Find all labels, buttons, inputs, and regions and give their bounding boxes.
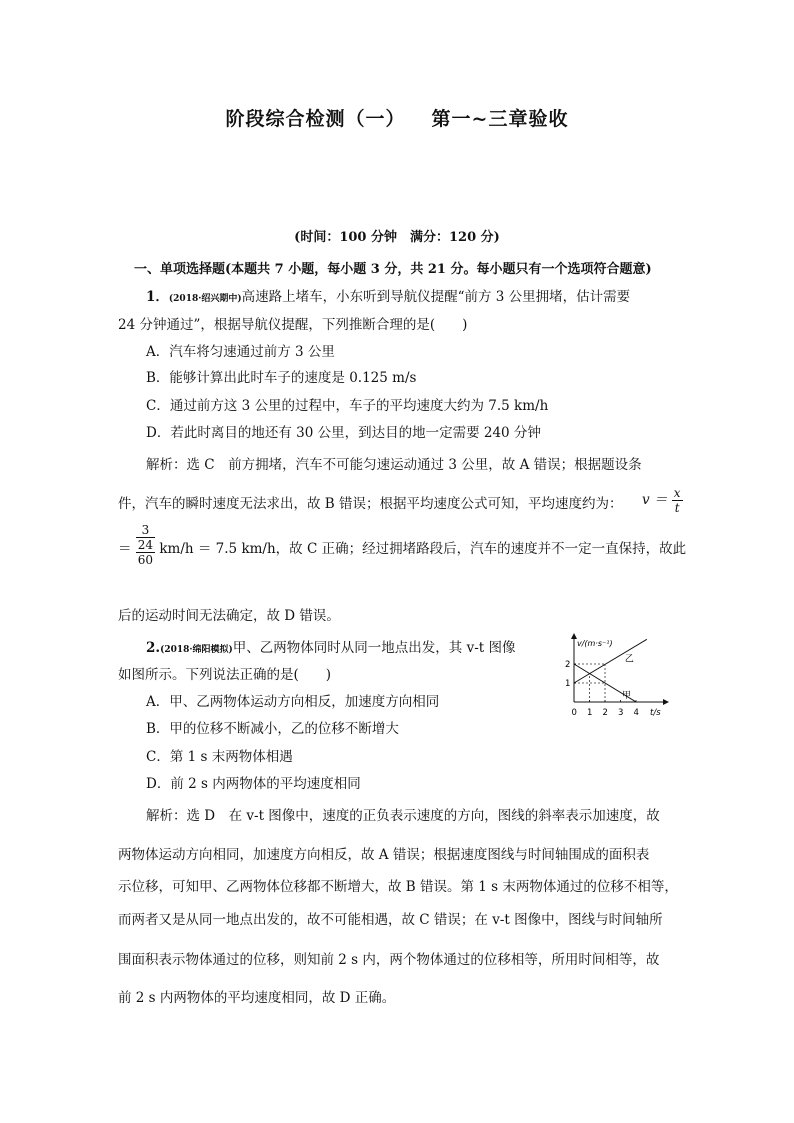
q1-option-a: A．汽车将匀速通过前方 3 公里 bbox=[146, 344, 335, 360]
chart-xtick-label-2: 2 bbox=[602, 708, 608, 718]
q1-source: (2018·绍兴期中) bbox=[168, 294, 242, 304]
q1-stem-line1 bbox=[146, 285, 630, 305]
q1-stem-line2: 24 分钟通过”，根据导航仪提醒，下列推断合理的是( ) bbox=[118, 317, 468, 333]
frac-t: t bbox=[674, 501, 680, 515]
q1-fraction-x-over-t bbox=[672, 486, 683, 515]
q1-analysis-line1: 解析：选 C 前方拥堵，汽车不可能匀速运动通过 3 公里，故 A 错误；根据题设条 bbox=[146, 457, 642, 473]
q2-option-d: D．前 2 s 内两物体的平均速度相同 bbox=[146, 776, 361, 792]
q1-analysis-l3-text: km/h ＝ 7.5 km/h，故 C 正确；经过拥堵路段后，汽车的速度并不一定一直保持，故此 bbox=[159, 541, 687, 557]
chart-xtick-label-0: 0 bbox=[571, 708, 577, 718]
frac-x: x bbox=[673, 486, 681, 500]
q2-analysis-line3: 示位移，可知甲、乙两物体位移都不断增大，故 B 错误。第 1 s 末两物体通过的位移不相等， bbox=[118, 879, 678, 895]
chart-series-label-0: 甲 bbox=[622, 691, 632, 701]
q1-analysis-line4: 后的运动时间无法确定，故 D 错误。 bbox=[118, 608, 340, 624]
q2-stem-a: 甲、乙两物体同时从同一地点出发，其 v-t 图像 bbox=[232, 640, 516, 656]
q1-option-d: D．若此时离目的地还有 30 公里，到达目的地一定需要 240 分钟 bbox=[146, 425, 541, 441]
q2-option-c: C．第 1 s 末两物体相遇 bbox=[146, 749, 293, 765]
q1-option-c: C．通过前方这 3 公里的过程中，车子的平均速度大约为 7.5 km/h bbox=[146, 398, 549, 414]
frac-60: 60 bbox=[137, 553, 154, 567]
q2-option-a: A．甲、乙两物体运动方向相反，加速度方向相同 bbox=[146, 694, 440, 710]
title-sub: 第一~三章验收 bbox=[431, 108, 569, 130]
q2-stem-line1 bbox=[146, 636, 516, 656]
chart-xtick-label-3: 3 bbox=[618, 708, 624, 718]
q1-fraction-3-24-60 bbox=[136, 523, 155, 567]
section-heading: 一、单项选择题(本题共 7 小题，每小题 3 分，共 21 分。每小题只有一个选项符合题意) bbox=[134, 262, 652, 277]
q2-option-b: B．甲的位移不断减小，乙的位移不断增大 bbox=[146, 721, 399, 737]
frac-24: 24 bbox=[137, 538, 154, 552]
chart-xtick-label-4: 4 bbox=[633, 708, 639, 718]
frac-3: 3 bbox=[136, 523, 155, 538]
q2-analysis-line1: 解析：选 D 在 v-t 图像中，速度的正负表示速度的方向，图线的斜率表示加速度，故 bbox=[146, 808, 660, 824]
q1-analysis-line2: 件，汽车的瞬时速度无法求出，故 B 错误；根据平均速度公式可知，平均速度约为： bbox=[118, 496, 623, 512]
q1-number: 1． bbox=[146, 289, 169, 305]
q2-number: 2. bbox=[146, 640, 161, 656]
vt-chart bbox=[558, 628, 678, 723]
q2-source: (2018·绵阳模拟) bbox=[160, 645, 233, 655]
q2-analysis-line4: 而两者又是从同一地点出发的，故不可能相遇，故 C 错误；在 v-t 图像中，图线与时间轴所 bbox=[118, 912, 663, 928]
exam-meta: (时间：100 分钟 满分：120 分) bbox=[294, 230, 500, 245]
chart-series-label-1: 乙 bbox=[624, 654, 634, 665]
q2-stem-line2: 如图所示。下列说法正确的是( ) bbox=[118, 667, 332, 683]
chart-ytick-label-0: 1 bbox=[565, 679, 571, 689]
q1-formula-v bbox=[642, 486, 683, 515]
q2-analysis-line6: 前 2 s 内两物体的平均速度相同，故 D 正确。 bbox=[118, 990, 396, 1006]
title-main: 阶段综合检测（一） bbox=[225, 108, 406, 130]
q2-analysis-line5: 围面积表示物体通过的位移，则知前 2 s 内，两个物体通过的位移相等，所用时间相等，故 bbox=[118, 952, 660, 968]
chart-xtick-label-1: 1 bbox=[587, 708, 593, 718]
q1-option-b: B．能够计算出此时车子的速度是 0.125 m/s bbox=[146, 370, 417, 386]
q1-analysis-line3 bbox=[118, 523, 686, 567]
q1-eq-sign: ＝ bbox=[118, 541, 132, 557]
chart-xlabel: t/s bbox=[650, 708, 661, 718]
q1-stem-a: 高速路上堵车，小东听到导航仪提醒“前方 3 公里拥堵，估计需要 bbox=[241, 289, 631, 305]
chart-ylabel: v/(m·s⁻¹) bbox=[577, 639, 613, 648]
q1-formula-v-label: v ＝ bbox=[642, 492, 668, 508]
page-title bbox=[0, 104, 794, 131]
chart-ytick-label-1: 2 bbox=[565, 660, 571, 670]
q2-analysis-line2: 两物体运动方向相同，加速度方向相反，故 A 错误；根据速度图线与时间轴围成的面积表 bbox=[118, 847, 650, 863]
